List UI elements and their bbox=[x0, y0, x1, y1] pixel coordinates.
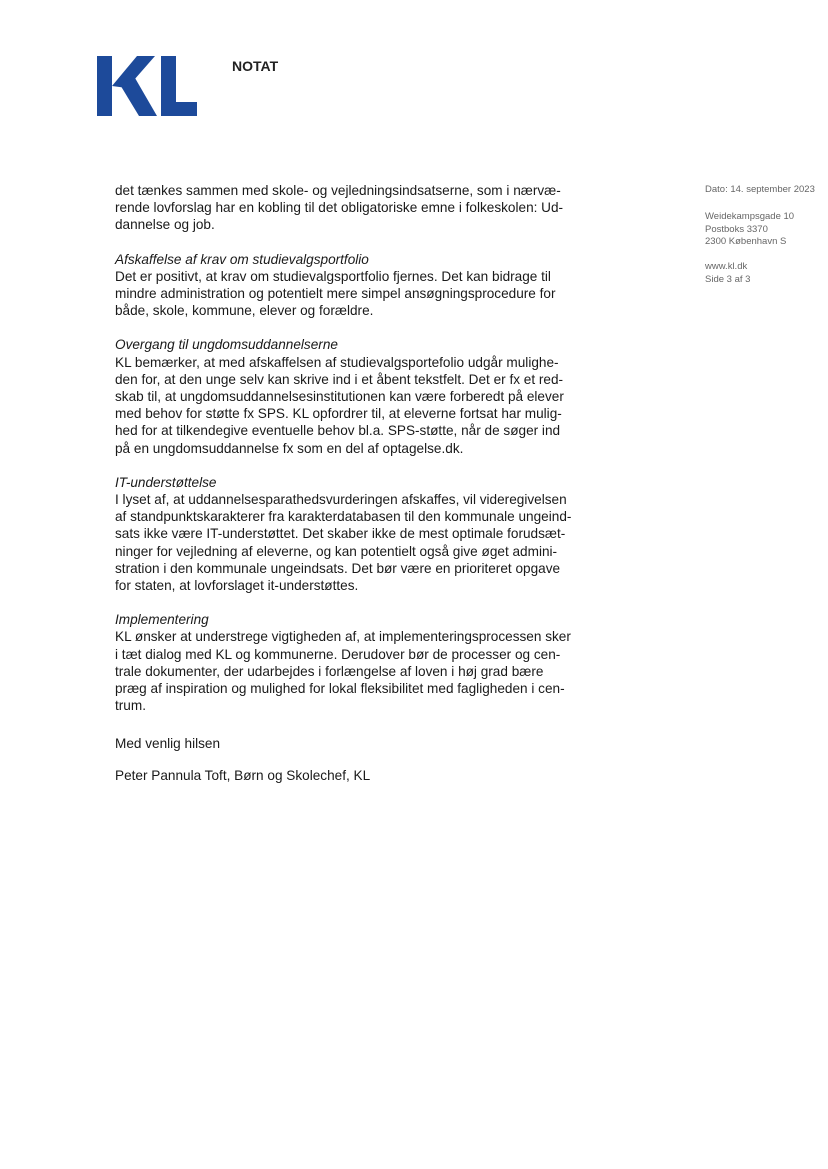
text-line: for staten, at lovforslaget it-understøttes. bbox=[115, 578, 359, 594]
section-it-understoettelse bbox=[115, 474, 585, 594]
text-line: sats ikke være IT-understøttet. Det skaber ikke de mest optimale forudsæt- bbox=[115, 526, 566, 542]
website-link[interactable]: www.kl.dk bbox=[705, 261, 748, 272]
text-line: ninger for vejledning af eleverne, og kan potentielt også give øget admini- bbox=[115, 543, 558, 559]
section-heading: IT-understøttelse bbox=[115, 474, 217, 490]
logo-k-stem bbox=[97, 56, 112, 116]
logo-l-foot bbox=[161, 102, 197, 116]
address-line: 2300 København S bbox=[705, 236, 787, 248]
address-block bbox=[705, 211, 794, 249]
text-line: præg af inspiration og mulighed for lokal fleksibilitet med fagligheden i cen- bbox=[115, 681, 565, 697]
text-line: både, skole, kommune, elever og forældre. bbox=[115, 303, 374, 319]
text-line: trum. bbox=[115, 698, 146, 714]
signature: Peter Pannula Toft, Børn og Skolechef, KL bbox=[115, 768, 371, 783]
text-line: af standpunktskarakterer fra karakterdatabasen til den kommunale ungeind- bbox=[115, 509, 572, 525]
page-number: Side 3 af 3 bbox=[705, 273, 751, 285]
text-line: stration i den kommunale ungeindsats. Det bør være en prioriteret opgave bbox=[115, 560, 561, 576]
section-studievalgsportfolio bbox=[115, 251, 585, 320]
letter-body bbox=[115, 182, 585, 714]
text-line: I lyset af, at uddannelsesparathedsvurderingen afskaffes, vil videregivelsen bbox=[115, 492, 567, 508]
kl-logo bbox=[97, 56, 197, 118]
text-line: rende lovforslag har en kobling til det obligatoriske emne i folkeskolen: Ud- bbox=[115, 200, 564, 216]
text-line: Det er positivt, at krav om studievalgsportfolio fjernes. Det kan bidrage til bbox=[115, 268, 551, 284]
section-heading: Afskaffelse af krav om studievalgsportfolio bbox=[115, 251, 369, 267]
section-overgang bbox=[115, 336, 585, 456]
section-implementering bbox=[115, 611, 585, 714]
text-line: hed for at tilkendegive eventuelle behov bl.a. SPS-støtte, når de søger ind bbox=[115, 423, 561, 439]
text-line: dannelse og job. bbox=[115, 217, 215, 233]
text-line: trale dokumenter, der udarbejdes i forlængelse af loven i høj grad bære bbox=[115, 663, 544, 679]
intro-paragraph bbox=[115, 182, 585, 234]
address-line: Postboks 3370 bbox=[705, 223, 768, 235]
text-line: mindre administration og potentielt mere simpel ansøgningsprocedure for bbox=[115, 286, 556, 302]
text-line: KL ønsker at understrege vigtigheden af, at implementeringsprocessen sker bbox=[115, 629, 571, 645]
section-heading: Overgang til ungdomsuddannelserne bbox=[115, 337, 338, 353]
text-line: på en ungdomsuddannelse fx som en del af optagelse.dk. bbox=[115, 440, 464, 456]
logo-k-arm-lower bbox=[119, 78, 157, 116]
address-line: Weidekampsgade 10 bbox=[705, 211, 795, 222]
text-line: KL bemærker, at med afskaffelsen af studievalgsportefolio udgår mulighe- bbox=[115, 354, 559, 370]
text-line: det tænkes sammen med skole- og vejledningsindsatserne, som i nærvæ- bbox=[115, 183, 561, 198]
section-heading: Implementering bbox=[115, 612, 209, 628]
contact-block bbox=[705, 261, 750, 286]
text-line: i tæt dialog med KL og kommunerne. Derudover bør de processer og cen- bbox=[115, 646, 561, 662]
document-type: NOTAT bbox=[232, 58, 279, 74]
text-line: den for, at den unge selv kan skrive ind i et åbent tekstfelt. Det er fx et red- bbox=[115, 371, 564, 387]
closing-greeting: Med venlig hilsen bbox=[115, 736, 221, 751]
date-label: Dato: 14. september 2023 bbox=[705, 184, 815, 195]
text-line: med behov for støtte fx SPS. KL opfordrer til, at eleverne fortsat har mulig- bbox=[115, 406, 562, 422]
text-line: skab til, at ungdomsuddannelsesinstitutionen kan være forberedt på elever bbox=[115, 389, 564, 405]
